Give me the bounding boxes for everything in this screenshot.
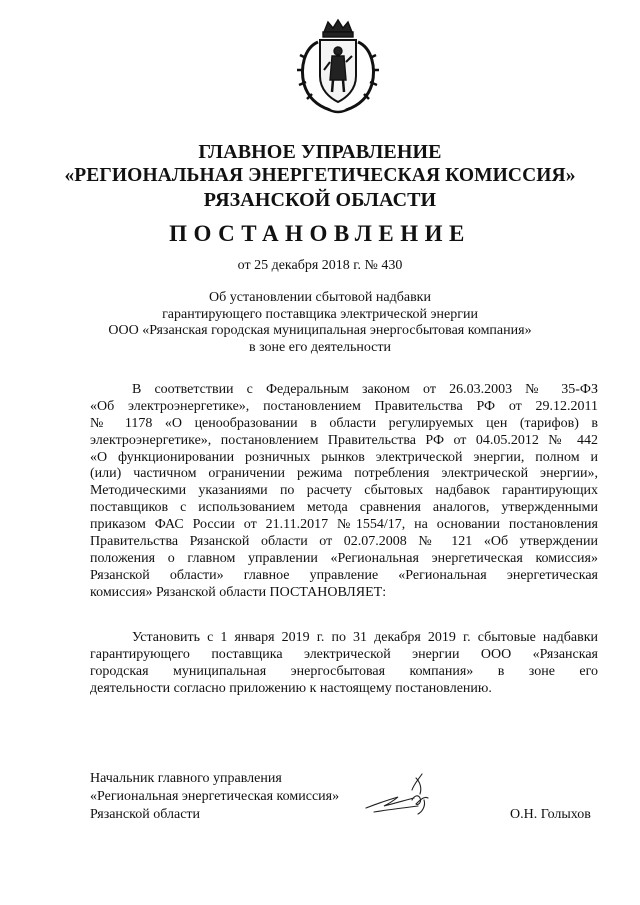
header-line-2: «РЕГИОНАЛЬНАЯ ЭНЕРГЕТИЧЕСКАЯ КОМИССИЯ» xyxy=(64,165,576,186)
subject-line: Об установлении сбытовой надбавки xyxy=(209,290,431,305)
signatory-title-line: Начальник главного управления xyxy=(90,771,282,786)
resolution-paragraph xyxy=(90,629,598,697)
preamble-line: (или) частичном ограничении режима потребления электрической энергии», xyxy=(90,466,598,482)
preamble-line: В соответствии с Федеральным законом от 26.03.2003 № 35-ФЗ xyxy=(132,382,598,397)
preamble-paragraph xyxy=(90,382,598,602)
preamble-line: Рязанской области» главное управление «Региональная энергетическая xyxy=(90,567,598,583)
subject-line: в зоне его деятельности xyxy=(248,339,392,355)
preamble-line: Методическими указаниями по расчету сбытовых надбавок гарантирующих xyxy=(90,483,598,499)
preamble-line: положения о главном управлении «Региональная энергетическая комиссия» xyxy=(90,550,598,566)
resolution-line: городская муниципальная энергосбытовая компания» в зоне его xyxy=(90,664,598,679)
document-subject xyxy=(100,290,540,356)
preamble-line: приказом ФАС России от 21.11.2017 №1554/17, на основании постановления xyxy=(90,517,598,533)
resolution-line: Установить с 1 января 2019 г. по 31 декабря 2019 г. сбытовые надбавки xyxy=(132,630,598,645)
preamble-line: «О функционировании розничных рынков электрической энергии, полном и xyxy=(90,449,598,465)
document-date-number: от 25 декабря 2018 г. № 430 xyxy=(237,258,403,273)
preamble-line: «Об электроэнергетике», постановлением Правительства РФ от 29.12.2011 xyxy=(90,398,598,414)
header-line-3: РЯЗАНСКОЙ ОБЛАСТИ xyxy=(203,189,437,211)
preamble-line: электроэнергетике», постановлением Правительства РФ от 04.05.2012 № 442 xyxy=(90,432,598,448)
preamble-line: комиссия» Рязанской области ПОСТАНОВЛЯЕТ: xyxy=(90,584,387,600)
subject-line: гарантирующего поставщика электрической энергии xyxy=(162,306,478,322)
signatory-title xyxy=(90,770,339,824)
header-line-1: ГЛАВНОЕ УПРАВЛЕНИЕ xyxy=(198,141,442,163)
preamble-line: Правительства Рязанской области от 02.07.2008 № 121 «Об утверждении xyxy=(90,534,598,550)
subject-line: ООО «Рязанская городская муниципальная энергосбытовая компания» xyxy=(108,323,532,338)
document-type-title: ПОСТАНОВЛЕНИЕ xyxy=(169,221,471,246)
signatory-title-line: «Региональная энергетическая комиссия» xyxy=(90,789,340,804)
signatory-name: О.Н. Голыхов xyxy=(510,807,591,822)
preamble-line: № 1178 «О ценообразовании в области регулируемых цен (тарифов) в xyxy=(90,415,598,431)
resolution-line: деятельности согласно приложению к настоящему постановлению. xyxy=(90,681,492,696)
signatory-title-line: Рязанской области xyxy=(90,807,201,822)
coat-of-arms-icon xyxy=(290,18,386,118)
resolution-line: гарантирующего поставщика электрической энергии ООО «Рязанская xyxy=(90,647,598,662)
handwritten-signature-icon xyxy=(362,770,442,822)
preamble-line: поставщиков с использованием метода сравнения аналогов, утвержденными xyxy=(90,500,598,516)
